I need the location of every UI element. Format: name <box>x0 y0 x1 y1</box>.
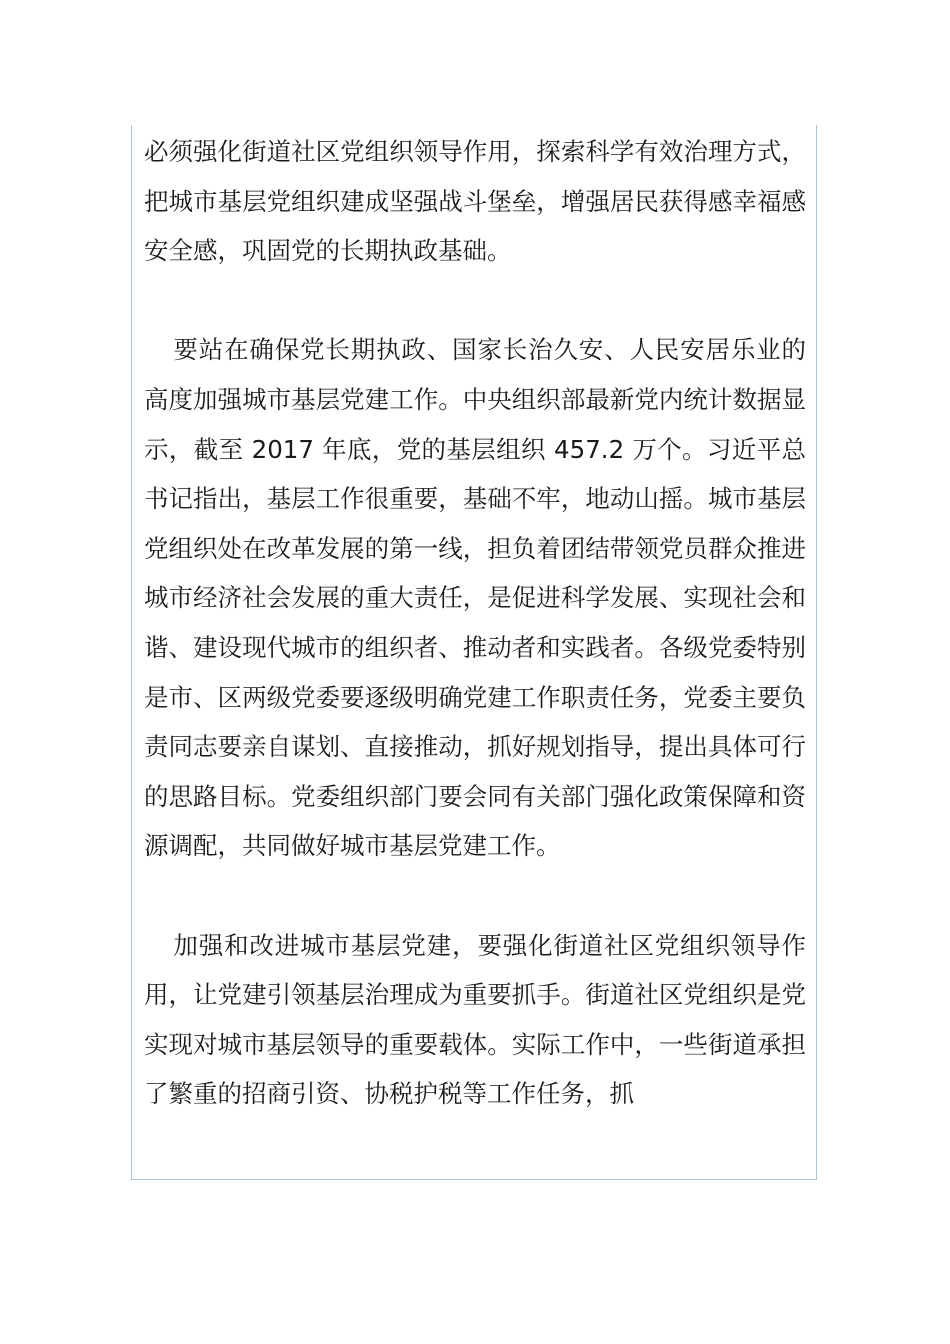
document-body <box>144 127 806 1119</box>
paragraph: 加强和改进城市基层党建，要强化街道社区党组织领导作用，让党建引领基层治理成为重要抓手。街道社区党组织是党实现对城市基层领导的重要载体。实际工作中，一些街道承担了繁重的招商引资、协税护税等工作任务，抓 <box>144 930 806 1109</box>
paragraph: 必须强化街道社区党组织领导作用，探索科学有效治理方式，把城市基层党组织建成坚强战斗堡垒，增强居民获得感幸福感安全感，巩固党的长期执政基础。 <box>144 137 806 266</box>
paragraph: 要站在确保党长期执政、国家长治久安、人民安居乐业的高度加强城市基层党建工作。中央组织部最新党内统计数据显示，截至 2017 年底，党的基层组织 457.2 万个。习近平总书记指出，基层工作很重要，基础不牢，地动山摇。城市基层党组织处在改革发展的第一线，担负着团结带领党员群众推进城市经济社会发展的重大责任，是促进科学发展、实现社会和谐、建设现代城市的组织者、推动者和实践者。各级党委特别是市、区两级党委要逐级明确党建工作职责任务，党委主要负责同志要亲自谋划、直接推动，抓好规划指导，提出具体可行的思路目标。党委组织部门要会同有关部门强化政策保障和资源调配，共同做好城市基层党建工作。 <box>144 335 806 861</box>
